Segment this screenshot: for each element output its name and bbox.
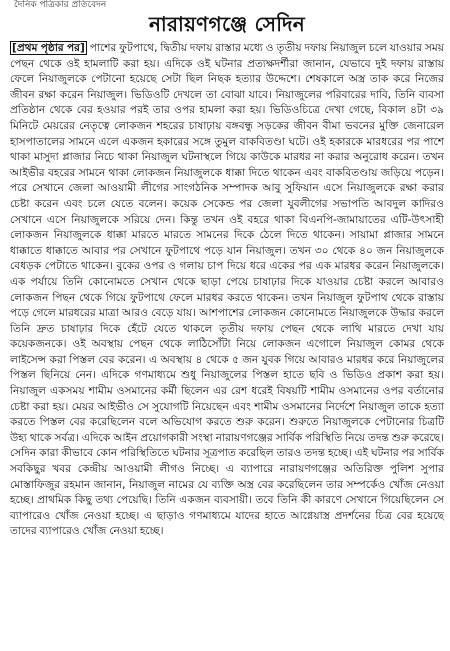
article-body bbox=[10, 41, 444, 540]
article-body-text: পাশের ফুটপাথে, দ্বিতীয় দফায় রাস্তার মধ্যে ও তৃতীয় দফায় নিয়াজুল চলে যাওয়ার সময় পেছন থেকে ওই হামলাটি করা হয়। এদিকে ওই ঘটনার প্রত্যক্ষদর্শীরা জানান, যেভাবে দুই দফায় রাস্তায় ফেলে নিয়াজুলকে পেটানো হয়েছে সেটা ছিল নিছক হত্যার উদ্দেশে। শেষকালে অস্ত্র তাক করে নিজের জীবন রক্ষা করেন নিয়াজুল। ভিডিওটি দেখলে তা বোঝা যাবে। নিয়াজুলের পরিবারের দাবি, তিনি ব্যবসা প্রতিষ্ঠান থেকে বের হওয়ার পরই তার ওপর হামলা করা হয়। ভিডিওচিত্রে দেখা গেছে, বিকাল ৪টা ৩৯ মিনিটে মেয়রের নেতৃত্বে লোকজন শহরের চাষাঢ়ায় বঙ্গবন্ধু সড়কের জীবন বীমা ভবনের মুক্তি জেনারেল হাসপাতালের সামনে এলে একজন হকারের সঙ্গে তুমুল বাকবিতণ্ডা ঘটে। ওই হকারকে মারধরের পর পাশে থাকা মাসুদা প্লাজার নিচে থাকা নিয়াজুল ঘটনাস্থলে গিয়ে কাউকে মারধর না করার অনুরোধ করেন। তখন আইভীর বহরের সামনে থাকা লোকজন নিয়াজুলকে ধাক্কা দিতে থাকেন এবং বাকবিতণ্ডায় জড়িয়ে পড়েন। পরে সেখানে জেলা আওয়ামী লীগের সাংগঠনিক সম্পাদক আবু সুফিয়ান এসে নিয়াজুলকে রক্ষা করার চেষ্টা করেন এবং চলে যেতে বলেন। কয়েক সেকেন্ড পর জেলা যুবলীগের সভাপতি আবদুল কাদিরও সেখানে এসে নিয়াজুলকে সরিয়ে দেন। কিন্তু তখন ওই বহরে থাকা বিএনপি-জামায়াতের এটি-উৎসাহী লোকজন নিয়াজুলকে ধাক্কা মারতে মারতে সামনের দিকে ঠেলে দিতে থাকেন। সায়ামা প্লাজার সামনে ধাক্কাতে ধাক্কাতে আবার পর সেখানে ফুটপাথে পড়ে যান নিয়াজুল। তখন ৩০ থেকে ৪০ জন নিয়াজুলকে বেধড়ক পেটাতে থাকেন। বুকের ওপর ও গলায় চাপ দিয়ে ধরে একের পর এক মারধর করেন নিয়াজুলকে। এক পর্যায়ে তিনি কোনোমতে সেখান থেকে ছাড়া পেয়ে চাষাঢ়ার দিকে যাওয়ার চেষ্টা করলে আবারও লোকজন পিছন থেকে গিয়ে ফুটপাথে ফেলে মারধর করতে থাকেন। তখন নিয়াজুল ফুটপাথ থেকে রাস্তায় পড়ে গেলে মারধরের মাত্রা আরও বেড়ে যায়। আশপাশের লোকজন কোনোমতে নিয়াজুলকে উদ্ধার করলে তিনি দ্রুত চাষাঢ়ার দিকে হেঁটে যেতে থাকলে তৃতীয় দফায় পেছন থেকে লাথি মারতে দেখা যায় কয়েকজনকে। ওই অবস্থায় পেছন থেকে লাঠিসোঁটা নিয়ে লোকজন এগোলে নিয়াজুল কোমর থেকে লাইসেন্স করা পিস্তল বের করেন। এ অবস্থায় ৪ থেকে ৫ জন যুবক গিয়ে আবারও মারধর করে নিয়াজুলের পিস্তল ছিনিয়ে নেন। এদিকে গণমাধ্যমে শুধু নিয়াজুলের পিস্তল হাতে ছবি ও ভিডিও প্রকাশ করা হয়। নিয়াজুল একসময় শামীম ওসমানের কর্মী ছিলেন এর রেশ ধরেই বিষয়টি শামীম ওসমানের ওপর বর্তানোর চেষ্টা করা হয়। মেয়র আইভীও সে সুযোগটি নিয়েছেন এবং শামীম ওসমানের নির্দেশে নিয়াজুল তাকে হত্যা করতে পিস্তল বের করেছিলেন বলে অভিযোগ করতে শুরু করেন। শুরুতে নিয়াজুলকে পেটানোর চিত্রটি উহ্য থাকে সর্বত্র। এদিকে আইন প্রয়োগকারী সংস্থা নারায়ণগঞ্জের সার্বিক পরিস্থিতি নিয়ে তদন্ত শুরু করেছে। সেদিন কারা কীভাবে কোন পরিস্থিতিতে ঘটনার সূত্রপাত করেছিল তারও তদন্ত হচ্ছে। এই ঘটনার পর সার্বিক সবকিছুর খবর কেন্দ্রীয় আওয়ামী লীগও নিচ্ছে। এ ব্যাপারে নারায়ণগঞ্জের অতিরিক্ত পুলিশ সুপার মোস্তাফিজুর রহমান জানান, নিয়াজুল নামের যে ব্যক্তি অস্ত্র বের করেছিলেন তার সম্পর্কেও খোঁজ নেওয়া হচ্ছে। প্রাথমিক কিছু তথ্য পেয়েছি। তিনি একজন ব্যবসায়ী। তবে তিনি কী কারণে সেখানে গিয়েছিলেন সে ব্যাপারেও খোঁজ নেওয়া হচ্ছে। এ ছাড়াও গণমাধ্যমে যাদের হাতে আগ্নেয়াস্ত্র প্রদর্শনের চিত্র বের হয়েছে তাদের ব্যাপারেও খোঁজ নেওয়া হচ্ছে। bbox=[10, 42, 444, 538]
continued-from-tag: [প্রথম পৃষ্ঠার পর] bbox=[12, 42, 85, 54]
article-headline: নারায়ণগঞ্জে সেদিন bbox=[148, 12, 306, 36]
header-strip: দৈনিক পত্রিকার প্রতিবেদন bbox=[14, 0, 107, 10]
